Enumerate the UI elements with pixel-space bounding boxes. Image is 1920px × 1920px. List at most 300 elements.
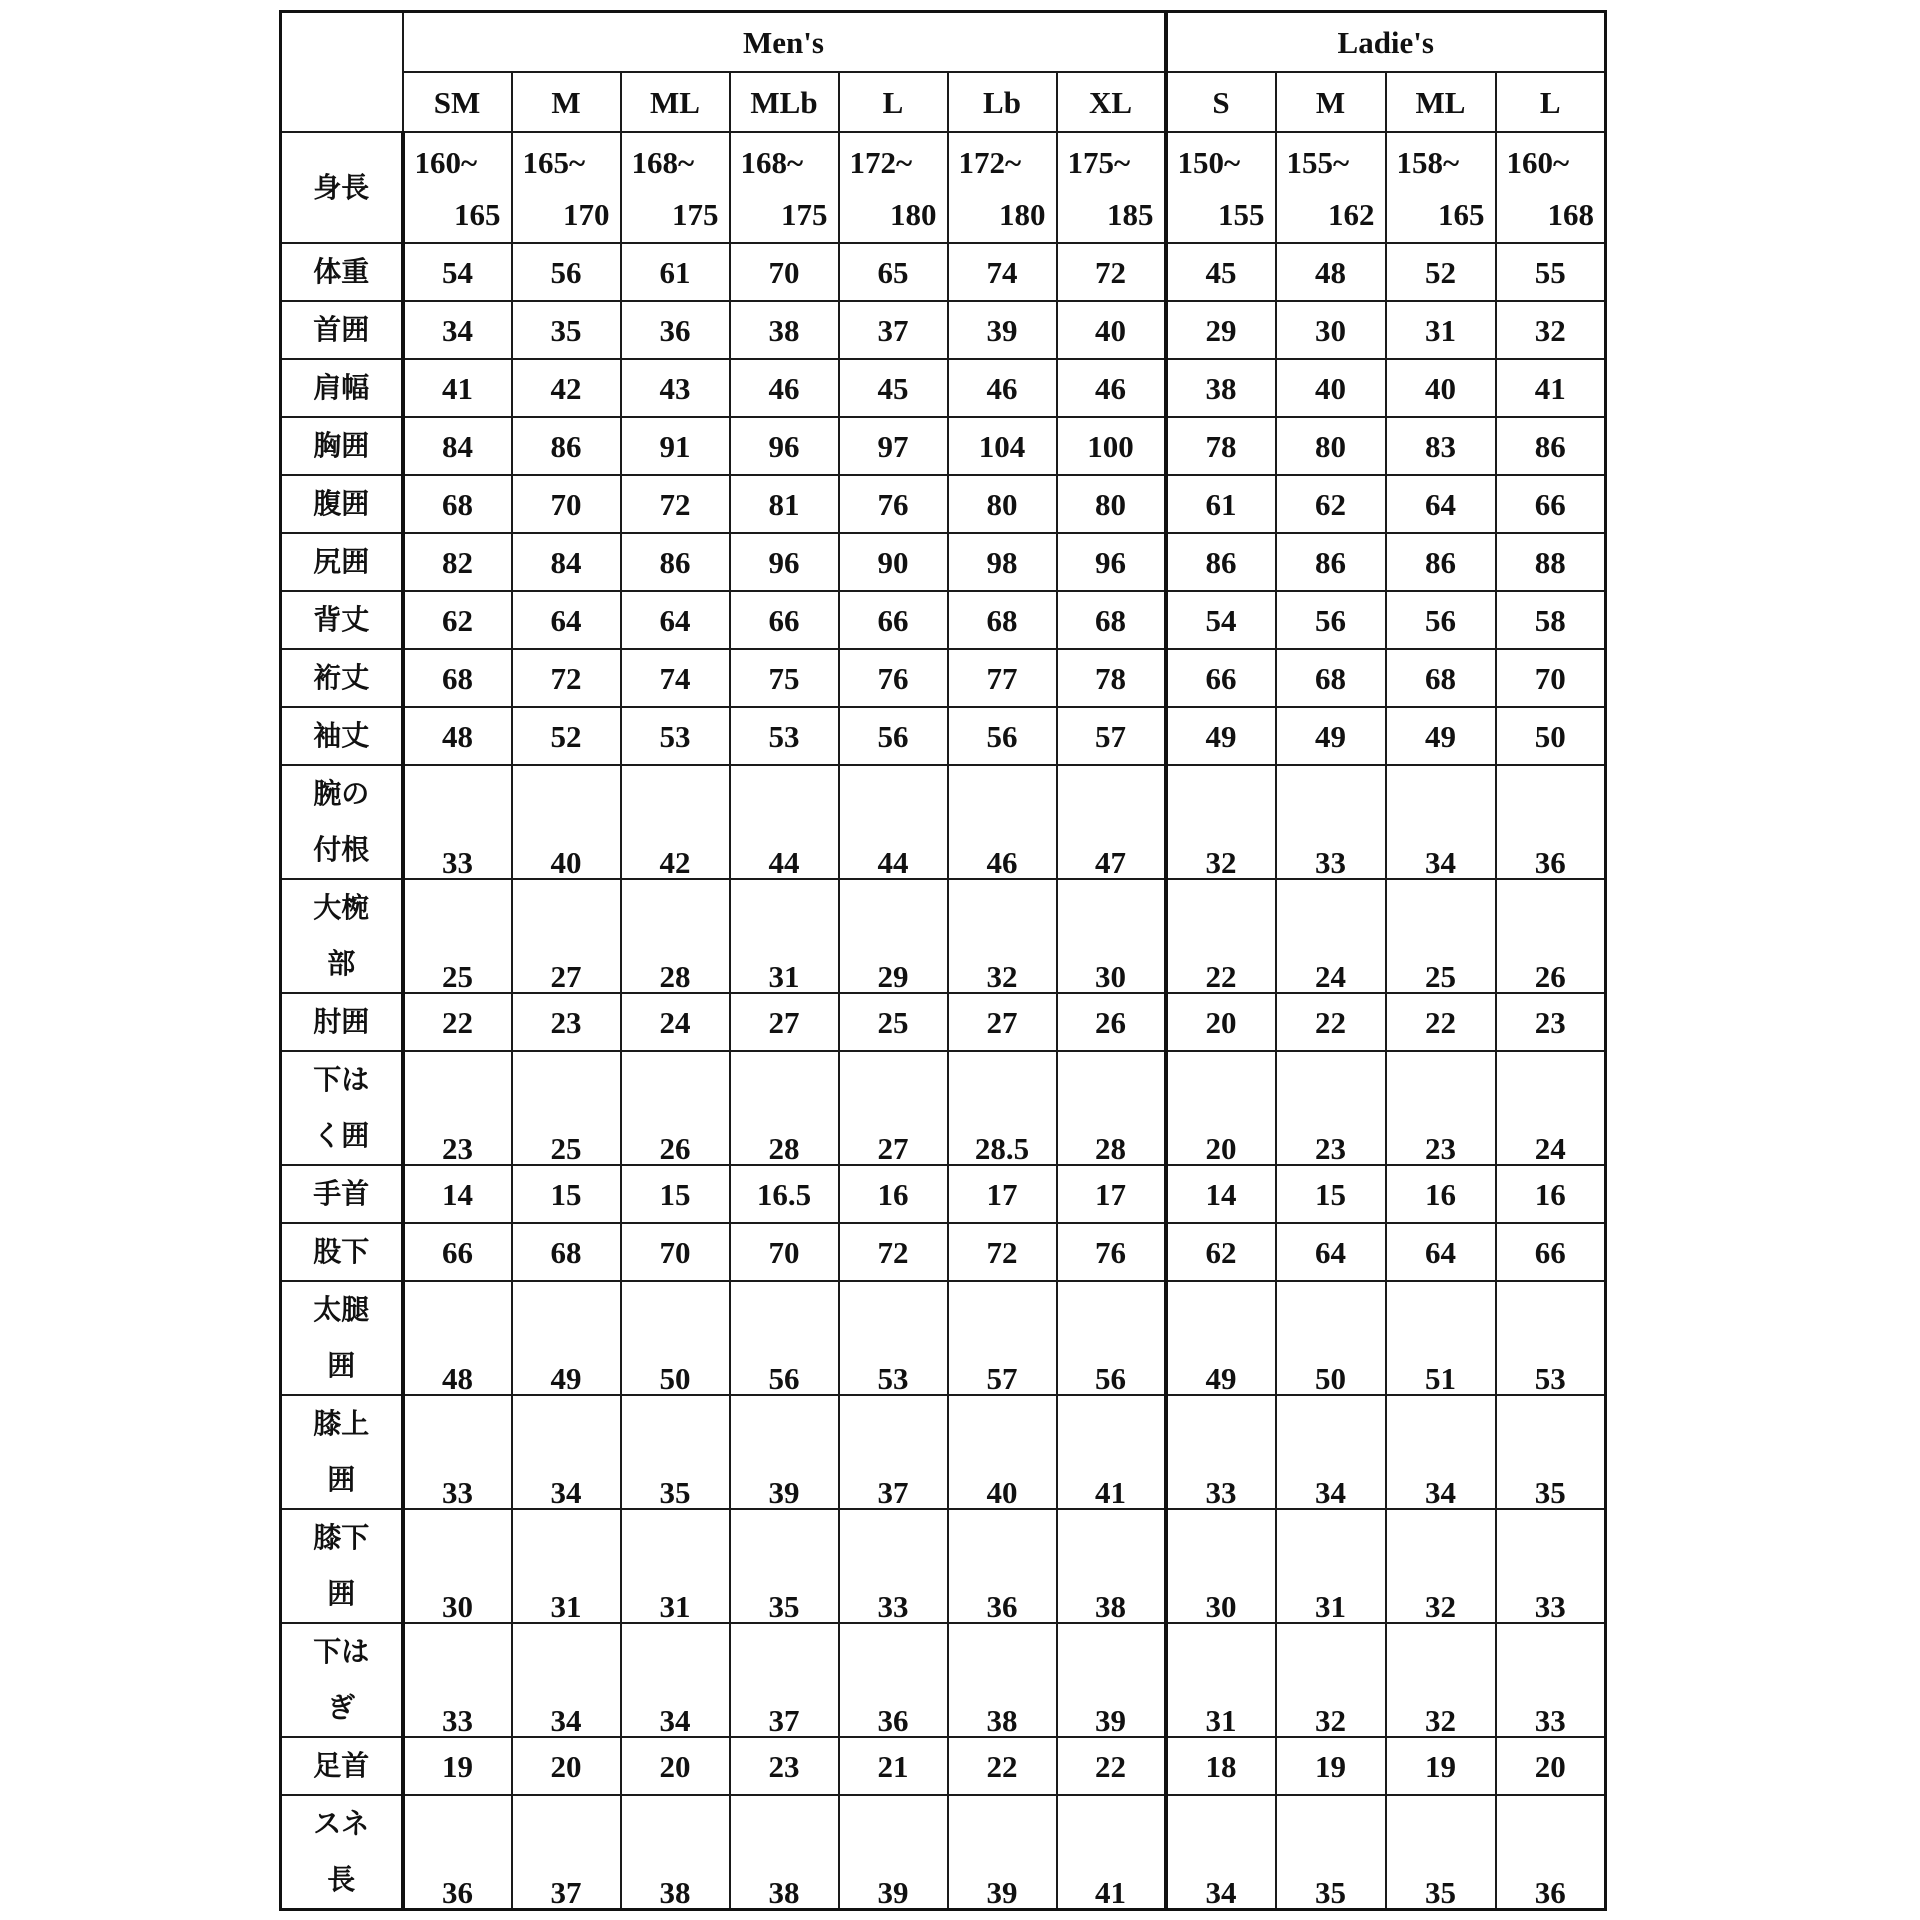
value-cell: 18 <box>1166 1737 1276 1795</box>
row-label-line: 肘囲 <box>313 1005 370 1038</box>
value-cell: 86 <box>512 417 621 475</box>
row-label-line: 膝下 <box>313 1521 370 1554</box>
value-cell: 27 <box>948 993 1057 1051</box>
value-cell: 48 <box>1276 243 1386 301</box>
value-cell: 19 <box>1386 1737 1496 1795</box>
value-cell <box>948 132 1057 243</box>
row-label-line: 膝上 <box>313 1407 370 1440</box>
value-cell: 47 <box>1057 765 1166 879</box>
size-header-mens-mlb: MLb <box>730 72 839 132</box>
value-cell <box>621 132 730 243</box>
value-cell: 31 <box>1276 1509 1386 1623</box>
value-cell: 56 <box>1057 1281 1166 1395</box>
table-row <box>281 1737 1606 1795</box>
value-cell: 50 <box>621 1281 730 1395</box>
value-cell: 52 <box>512 707 621 765</box>
value-cell <box>512 132 621 243</box>
value-cell: 80 <box>948 475 1057 533</box>
value-cell: 41 <box>1496 359 1606 417</box>
value-cell: 35 <box>1496 1395 1606 1509</box>
row-label-line: 腕の <box>313 777 370 810</box>
value-cell: 36 <box>621 301 730 359</box>
row-label-line: 首囲 <box>313 313 370 346</box>
size-header-mens-sm: SM <box>403 72 512 132</box>
value-cell: 17 <box>1057 1165 1166 1223</box>
value-cell: 48 <box>403 707 512 765</box>
value-cell: 72 <box>621 475 730 533</box>
value-cell: 31 <box>730 879 839 993</box>
size-header-mens-lb: Lb <box>948 72 1057 132</box>
value-cell: 43 <box>621 359 730 417</box>
row-label <box>281 993 403 1051</box>
value-cell: 46 <box>730 359 839 417</box>
value-cell: 48 <box>403 1281 512 1395</box>
size-header-ladies-m: M <box>1276 72 1386 132</box>
row-label-line: スネ <box>313 1807 370 1840</box>
value-cell: 34 <box>512 1395 621 1509</box>
row-label <box>281 1223 403 1281</box>
value-cell: 24 <box>1276 879 1386 993</box>
value-cell: 80 <box>1276 417 1386 475</box>
table-row <box>281 879 1606 993</box>
value-cell: 34 <box>512 1623 621 1737</box>
range-max: 165 <box>1438 197 1485 232</box>
value-cell: 21 <box>839 1737 948 1795</box>
value-cell: 14 <box>1166 1165 1276 1223</box>
range-min: 168~ <box>740 145 804 180</box>
value-cell: 33 <box>1166 1395 1276 1509</box>
value-cell: 42 <box>621 765 730 879</box>
row-label-line: 肩幅 <box>313 371 370 404</box>
value-cell: 27 <box>512 879 621 993</box>
value-cell: 76 <box>839 475 948 533</box>
row-label-line: 太腿 <box>313 1293 370 1326</box>
value-cell: 22 <box>1057 1737 1166 1795</box>
value-cell: 33 <box>839 1509 948 1623</box>
row-label-line: 長 <box>327 1863 356 1896</box>
table-row <box>281 591 1606 649</box>
value-cell: 49 <box>1166 707 1276 765</box>
value-cell: 16.5 <box>730 1165 839 1223</box>
value-cell: 52 <box>1386 243 1496 301</box>
value-cell: 56 <box>839 707 948 765</box>
value-cell: 33 <box>403 765 512 879</box>
row-label <box>281 1395 403 1509</box>
row-label <box>281 359 403 417</box>
value-cell: 56 <box>730 1281 839 1395</box>
table-row <box>281 993 1606 1051</box>
value-cell: 27 <box>839 1051 948 1165</box>
value-cell: 51 <box>1386 1281 1496 1395</box>
value-cell: 40 <box>512 765 621 879</box>
value-cell: 34 <box>1386 1395 1496 1509</box>
size-header-ladies-s: S <box>1166 72 1276 132</box>
range-max: 155 <box>1218 197 1265 232</box>
value-cell: 45 <box>1166 243 1276 301</box>
value-cell: 19 <box>1276 1737 1386 1795</box>
value-cell: 57 <box>1057 707 1166 765</box>
table-row <box>281 1509 1606 1623</box>
value-cell: 68 <box>1386 649 1496 707</box>
row-label <box>281 417 403 475</box>
row-label-line: 体重 <box>313 255 370 288</box>
row-label-line: 下は <box>313 1635 370 1668</box>
row-label <box>281 879 403 993</box>
table-row <box>281 1395 1606 1509</box>
value-cell: 25 <box>403 879 512 993</box>
value-cell <box>1166 132 1276 243</box>
value-cell: 68 <box>1057 591 1166 649</box>
row-label-line: 部 <box>327 947 356 980</box>
value-cell: 72 <box>1057 243 1166 301</box>
value-cell: 37 <box>512 1795 621 1910</box>
value-cell: 38 <box>730 1795 839 1910</box>
value-cell: 24 <box>621 993 730 1051</box>
value-cell: 41 <box>1057 1395 1166 1509</box>
value-cell: 56 <box>948 707 1057 765</box>
value-cell: 31 <box>621 1509 730 1623</box>
size-header-mens-m: M <box>512 72 621 132</box>
range-max: 180 <box>890 197 937 232</box>
range-min: 160~ <box>414 145 478 180</box>
value-cell: 66 <box>1166 649 1276 707</box>
value-cell <box>839 132 948 243</box>
value-cell: 40 <box>948 1395 1057 1509</box>
value-cell: 32 <box>1496 301 1606 359</box>
value-cell: 75 <box>730 649 839 707</box>
row-label <box>281 475 403 533</box>
value-cell: 25 <box>1386 879 1496 993</box>
corner-cell <box>281 12 403 133</box>
value-cell: 40 <box>1276 359 1386 417</box>
value-cell: 70 <box>730 1223 839 1281</box>
value-cell: 70 <box>1496 649 1606 707</box>
value-cell: 23 <box>1496 993 1606 1051</box>
row-label <box>281 1795 403 1910</box>
value-cell: 20 <box>1496 1737 1606 1795</box>
value-cell: 86 <box>1276 533 1386 591</box>
value-cell: 64 <box>1276 1223 1386 1281</box>
value-cell: 64 <box>1386 475 1496 533</box>
value-cell: 86 <box>1166 533 1276 591</box>
row-label-line: 身長 <box>313 170 370 204</box>
value-cell: 28 <box>1057 1051 1166 1165</box>
table-row <box>281 301 1606 359</box>
value-cell: 84 <box>512 533 621 591</box>
value-cell: 64 <box>512 591 621 649</box>
value-cell: 65 <box>839 243 948 301</box>
row-label <box>281 591 403 649</box>
range-min: 150~ <box>1177 145 1241 180</box>
value-cell: 34 <box>1166 1795 1276 1910</box>
value-cell: 84 <box>403 417 512 475</box>
table-row <box>281 417 1606 475</box>
value-cell: 30 <box>403 1509 512 1623</box>
value-cell: 25 <box>839 993 948 1051</box>
range-min: 165~ <box>522 145 586 180</box>
value-cell: 49 <box>512 1281 621 1395</box>
row-label <box>281 707 403 765</box>
value-cell: 68 <box>403 649 512 707</box>
value-cell: 16 <box>839 1165 948 1223</box>
value-cell: 46 <box>948 359 1057 417</box>
value-cell: 35 <box>512 301 621 359</box>
value-cell: 20 <box>1166 1051 1276 1165</box>
value-cell: 68 <box>1276 649 1386 707</box>
value-cell: 66 <box>839 591 948 649</box>
value-cell: 44 <box>839 765 948 879</box>
value-cell: 68 <box>512 1223 621 1281</box>
row-label-line: 手首 <box>313 1177 370 1210</box>
value-cell <box>1057 132 1166 243</box>
value-cell: 30 <box>1057 879 1166 993</box>
value-cell: 72 <box>512 649 621 707</box>
value-cell: 22 <box>1166 879 1276 993</box>
value-cell: 37 <box>839 301 948 359</box>
value-cell: 41 <box>403 359 512 417</box>
value-cell: 39 <box>1057 1623 1166 1737</box>
table-row <box>281 707 1606 765</box>
range-max: 175 <box>781 197 828 232</box>
value-cell: 62 <box>1166 1223 1276 1281</box>
value-cell: 81 <box>730 475 839 533</box>
value-cell: 15 <box>512 1165 621 1223</box>
value-cell: 26 <box>1057 993 1166 1051</box>
value-cell: 33 <box>1276 765 1386 879</box>
value-cell: 86 <box>1386 533 1496 591</box>
value-cell: 97 <box>839 417 948 475</box>
value-cell: 36 <box>1496 1795 1606 1910</box>
row-label <box>281 1281 403 1395</box>
table-row <box>281 1223 1606 1281</box>
row-label <box>281 1509 403 1623</box>
table-row <box>281 243 1606 301</box>
value-cell: 22 <box>1276 993 1386 1051</box>
value-cell: 27 <box>730 993 839 1051</box>
value-cell: 23 <box>1386 1051 1496 1165</box>
range-max: 162 <box>1328 197 1375 232</box>
value-cell: 22 <box>1386 993 1496 1051</box>
value-cell: 35 <box>1276 1795 1386 1910</box>
value-cell <box>1276 132 1386 243</box>
value-cell: 24 <box>1496 1051 1606 1165</box>
value-cell: 86 <box>1496 417 1606 475</box>
range-min: 172~ <box>849 145 913 180</box>
value-cell: 58 <box>1496 591 1606 649</box>
value-cell: 38 <box>730 301 839 359</box>
table-row <box>281 1281 1606 1395</box>
value-cell: 53 <box>839 1281 948 1395</box>
size-header-mens-ml: ML <box>621 72 730 132</box>
range-max: 170 <box>563 197 610 232</box>
value-cell <box>403 132 512 243</box>
group-header-ladies: Ladie's <box>1166 12 1606 73</box>
range-max: 185 <box>1107 197 1154 232</box>
range-max: 168 <box>1547 197 1594 232</box>
table-row <box>281 1623 1606 1737</box>
value-cell: 62 <box>1276 475 1386 533</box>
value-cell: 38 <box>1166 359 1276 417</box>
table-row <box>281 475 1606 533</box>
table-row <box>281 765 1606 879</box>
value-cell: 70 <box>730 243 839 301</box>
value-cell: 77 <box>948 649 1057 707</box>
value-cell: 61 <box>621 243 730 301</box>
value-cell: 100 <box>1057 417 1166 475</box>
value-cell: 22 <box>948 1737 1057 1795</box>
value-cell: 23 <box>730 1737 839 1795</box>
table-row <box>281 132 1606 243</box>
value-cell <box>1496 132 1606 243</box>
value-cell: 56 <box>1386 591 1496 649</box>
row-label-line: 腹囲 <box>313 487 370 520</box>
value-cell: 49 <box>1166 1281 1276 1395</box>
row-label <box>281 243 403 301</box>
value-cell: 66 <box>1496 475 1606 533</box>
table-row <box>281 1165 1606 1223</box>
value-cell: 34 <box>1276 1395 1386 1509</box>
value-cell: 78 <box>1166 417 1276 475</box>
row-label <box>281 765 403 879</box>
value-cell: 31 <box>1166 1623 1276 1737</box>
value-cell: 70 <box>621 1223 730 1281</box>
value-cell: 74 <box>621 649 730 707</box>
row-label <box>281 132 403 243</box>
value-cell: 98 <box>948 533 1057 591</box>
table-row <box>281 649 1606 707</box>
value-cell: 34 <box>1386 765 1496 879</box>
value-cell: 76 <box>1057 1223 1166 1281</box>
value-cell: 88 <box>1496 533 1606 591</box>
group-header-row <box>281 12 1606 73</box>
value-cell: 33 <box>1496 1509 1606 1623</box>
value-cell: 34 <box>403 301 512 359</box>
value-cell: 33 <box>1496 1623 1606 1737</box>
value-cell: 23 <box>1276 1051 1386 1165</box>
size-header-ladies-ml: ML <box>1386 72 1496 132</box>
size-chart-table <box>279 10 1607 1911</box>
row-label <box>281 301 403 359</box>
value-cell: 44 <box>730 765 839 879</box>
value-cell: 34 <box>621 1623 730 1737</box>
value-cell: 35 <box>1386 1795 1496 1910</box>
value-cell: 96 <box>730 533 839 591</box>
row-label-line: 囲 <box>327 1463 356 1496</box>
value-cell: 15 <box>621 1165 730 1223</box>
range-min: 155~ <box>1286 145 1350 180</box>
value-cell: 36 <box>403 1795 512 1910</box>
range-min: 175~ <box>1067 145 1131 180</box>
value-cell: 53 <box>1496 1281 1606 1395</box>
value-cell: 28 <box>730 1051 839 1165</box>
value-cell: 33 <box>403 1623 512 1737</box>
value-cell: 29 <box>839 879 948 993</box>
value-cell: 104 <box>948 417 1057 475</box>
value-cell: 32 <box>1166 765 1276 879</box>
value-cell: 56 <box>1276 591 1386 649</box>
row-label-line: 囲 <box>327 1349 356 1382</box>
value-cell: 35 <box>730 1509 839 1623</box>
value-cell: 39 <box>730 1395 839 1509</box>
value-cell: 91 <box>621 417 730 475</box>
row-label-line: 尻囲 <box>313 545 370 578</box>
value-cell: 39 <box>839 1795 948 1910</box>
range-min: 168~ <box>631 145 695 180</box>
size-header-row <box>281 72 1606 132</box>
value-cell: 23 <box>403 1051 512 1165</box>
range-max: 180 <box>999 197 1046 232</box>
value-cell: 29 <box>1166 301 1276 359</box>
row-label-line: く囲 <box>313 1119 370 1152</box>
value-cell: 68 <box>948 591 1057 649</box>
value-cell: 45 <box>839 359 948 417</box>
row-label-line: 胸囲 <box>313 429 370 462</box>
value-cell: 33 <box>403 1395 512 1509</box>
row-label-line: 足首 <box>313 1749 370 1782</box>
value-cell: 36 <box>839 1623 948 1737</box>
value-cell: 30 <box>1276 301 1386 359</box>
value-cell: 83 <box>1386 417 1496 475</box>
value-cell: 28.5 <box>948 1051 1057 1165</box>
value-cell: 72 <box>948 1223 1057 1281</box>
value-cell <box>1386 132 1496 243</box>
value-cell: 39 <box>948 301 1057 359</box>
value-cell: 72 <box>839 1223 948 1281</box>
value-cell: 54 <box>1166 591 1276 649</box>
value-cell: 37 <box>730 1623 839 1737</box>
value-cell: 23 <box>512 993 621 1051</box>
row-label-line: 裄丈 <box>313 661 370 694</box>
value-cell: 74 <box>948 243 1057 301</box>
value-cell: 40 <box>1057 301 1166 359</box>
row-label <box>281 1165 403 1223</box>
value-cell: 42 <box>512 359 621 417</box>
value-cell: 32 <box>1386 1623 1496 1737</box>
value-cell: 90 <box>839 533 948 591</box>
table-row <box>281 359 1606 417</box>
value-cell: 31 <box>512 1509 621 1623</box>
value-cell: 35 <box>621 1395 730 1509</box>
value-cell: 70 <box>512 475 621 533</box>
range-min: 160~ <box>1506 145 1570 180</box>
row-label-line: 背丈 <box>313 603 370 636</box>
value-cell: 32 <box>948 879 1057 993</box>
value-cell: 96 <box>730 417 839 475</box>
size-header-mens-l: L <box>839 72 948 132</box>
value-cell: 46 <box>948 765 1057 879</box>
value-cell: 26 <box>621 1051 730 1165</box>
value-cell: 20 <box>512 1737 621 1795</box>
group-header-mens: Men's <box>403 12 1166 73</box>
value-cell: 31 <box>1386 301 1496 359</box>
value-cell: 68 <box>403 475 512 533</box>
range-max: 165 <box>454 197 501 232</box>
value-cell: 26 <box>1496 879 1606 993</box>
value-cell: 15 <box>1276 1165 1386 1223</box>
value-cell: 66 <box>403 1223 512 1281</box>
value-cell: 38 <box>948 1623 1057 1737</box>
value-cell: 22 <box>403 993 512 1051</box>
value-cell: 16 <box>1386 1165 1496 1223</box>
row-label-line: 股下 <box>313 1235 370 1268</box>
value-cell: 66 <box>1496 1223 1606 1281</box>
value-cell: 82 <box>403 533 512 591</box>
value-cell: 61 <box>1166 475 1276 533</box>
range-min: 172~ <box>958 145 1022 180</box>
value-cell: 50 <box>1276 1281 1386 1395</box>
range-min: 158~ <box>1396 145 1460 180</box>
row-label <box>281 1737 403 1795</box>
